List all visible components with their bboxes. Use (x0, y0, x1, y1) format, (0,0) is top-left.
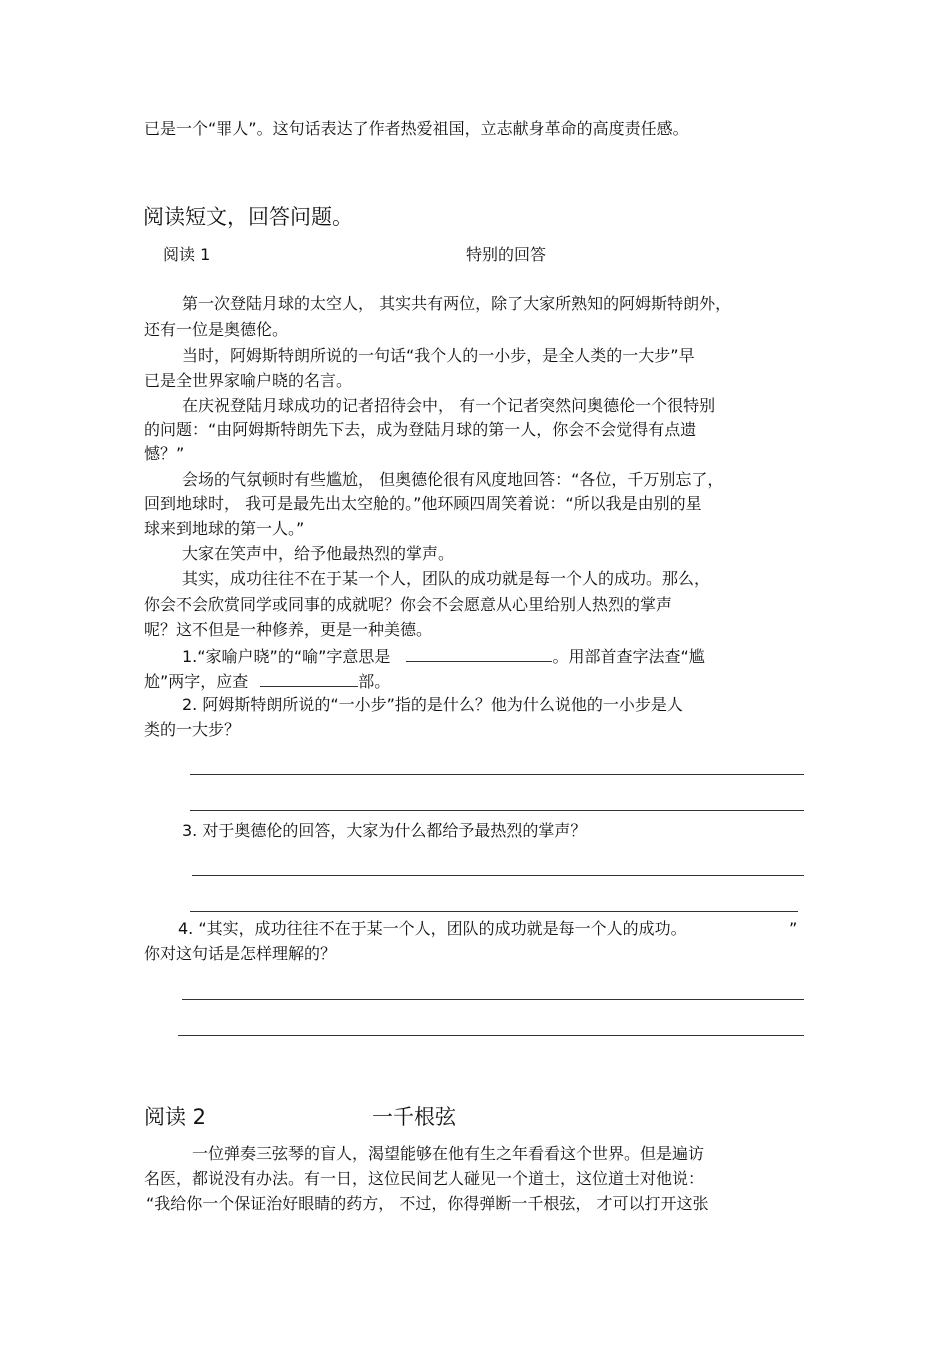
question-1 (182, 645, 705, 668)
answer-line[interactable] (182, 999, 804, 1000)
answer-blank-radical[interactable] (260, 670, 358, 687)
question-1-text-end: 部。 (358, 672, 391, 691)
passage-line: 还有一位是奥德伦。 (144, 320, 289, 339)
passage-line: 大家在笑声中，给予他最热烈的掌声。 (182, 544, 455, 563)
question-1-text: 1.“家喻户晓”的“喻”字意思是 (182, 647, 391, 666)
passage-line: 已是全世界家喻户晓的名言。 (144, 371, 353, 390)
passage-line: 第一次登陆月球的太空人， 其实共有两位，除了大家所熟知的阿姆斯特朗外， (182, 294, 732, 313)
reading1-label: 阅读 1 (163, 245, 211, 264)
question-4-line2: 你对这句话是怎样理解的？ (144, 944, 337, 963)
question-4-line1: 4. “其实，成功往往不在于某一个人，团队的成功就是每一个人的成功。 (178, 919, 687, 938)
passage-line: 球来到地球的第一人。” (144, 519, 305, 538)
passage-line: 当时，阿姆斯特朗所说的一句话“我个人的一小步，是全人类的一大步”早 (182, 346, 695, 365)
question-4-quote-end: ” (789, 919, 798, 938)
answer-blank-meaning[interactable] (406, 645, 552, 662)
question-1-text: 尬”两字，应查 (144, 672, 249, 691)
answer-line[interactable] (190, 810, 804, 811)
passage-line: 名医，都说没有办法。有一日，这位民间艺人碰见一个道士，这位道士对他说： (144, 1169, 705, 1188)
question-1-text-cont: 。用部首查字法查“尴 (552, 647, 705, 666)
passage-line: 回到地球时， 我可是最先出太空舱的。”他环顾四周笑着说：“所以我是由别的星 (144, 494, 702, 513)
question-2-line2: 类的一大步？ (144, 720, 241, 739)
passage-line: 会场的气氛顿时有些尴尬， 但奥德伦很有风度地回答：“各位，千万别忘了， (182, 470, 724, 489)
question-3: 3. 对于奥德伦的回答，大家为什么都给予最热烈的掌声？ (182, 821, 587, 840)
reading2-title: 一千根弦 (372, 1105, 456, 1129)
answer-line[interactable] (178, 1035, 804, 1036)
question-2-line1: 2. 阿姆斯特朗所说的“一小步”指的是什么？他为什么说他的一小步是人 (182, 695, 683, 714)
passage-line: 在庆祝登陆月球成功的记者招待会中， 有一个记者突然问奥德伦一个很特别 (182, 396, 716, 415)
passage-line: 憾？” (144, 444, 185, 463)
section-heading: 阅读短文，回答问题。 (143, 205, 353, 229)
passage-line: 呢？这不但是一种修养，更是一种美德。 (144, 620, 433, 639)
intro-line: 已是一个“罪人”。这句话表达了作者热爱祖国，立志献身革命的高度责任感。 (144, 119, 689, 138)
question-1-line2 (144, 670, 390, 693)
passage-line: “我给你一个保证治好眼睛的药方， 不过，你得弹断一千根弦， 才可以打开这张 (146, 1194, 709, 1213)
answer-line[interactable] (190, 911, 798, 912)
passage-line: 的问题：“由阿姆斯特朗先下去，成为登陆月球的第一人，你会不会觉得有点遗 (144, 420, 697, 439)
passage-line: 其实，成功往往不在于某一个人，团队的成功就是每一个人的成功。那么， (182, 569, 711, 588)
answer-line[interactable] (192, 875, 804, 876)
passage-line: 你会不会欣赏同学或同事的成就呢？你会不会愿意从心里给别人热烈的掌声 (144, 595, 673, 614)
passage-line: 一位弹奏三弦琴的盲人，渴望能够在他有生之年看看这个世界。但是遍访 (192, 1144, 705, 1163)
answer-line[interactable] (190, 774, 804, 775)
reading1-title: 特别的回答 (466, 245, 547, 264)
reading2-label: 阅读 2 (144, 1105, 207, 1129)
